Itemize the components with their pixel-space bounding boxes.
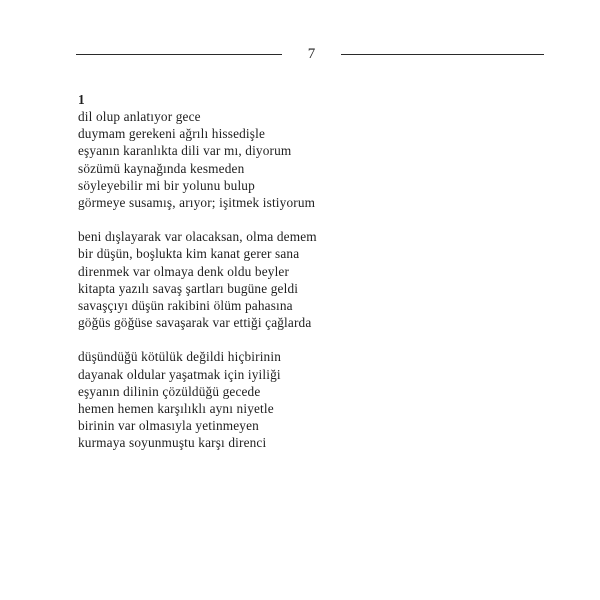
poem-line: birinin var olmasıyla yetinmeyen <box>78 418 259 434</box>
poem-line: hemen hemen karşılıklı aynı niyetle <box>78 401 274 417</box>
poem-line: sözümü kaynağında kesmeden <box>78 160 245 176</box>
poem-line: direnmek var olmaya denk oldu beyler <box>78 263 290 279</box>
poem-line: eşyanın dilinin çözüldüğü gecede <box>78 383 261 399</box>
poem-line: savaşçıyı düşün rakibini ölüm pahasına <box>78 298 293 314</box>
poem-line: kitapta yazılı savaş şartları bugüne geldi <box>78 280 299 296</box>
page-number: 7 <box>307 46 316 62</box>
poem-line: eşyanın karanlıkta dili var mı, diyorum <box>78 143 292 159</box>
poem-line: duymam gerekeni ağrılı hissedişle <box>78 126 265 142</box>
poem-line: kurmaya soyunmuştu karşı direnci <box>78 435 267 451</box>
poem-number: 1 <box>78 92 85 107</box>
stanza-3 <box>78 348 548 451</box>
poem-line: bir düşün, boşlukta kim kanat gerer sana <box>78 246 300 262</box>
header-rule-right <box>341 54 544 55</box>
poem-line: düşündüğü kötülük değildi hiçbirinin <box>78 349 281 365</box>
stanza-2 <box>78 228 548 331</box>
poem-line: söyleyebilir mi bir yolunu bulup <box>78 177 255 193</box>
poem-line: beni dışlayarak var olacaksan, olma demem <box>78 229 317 245</box>
poem-line: dil olup anlatıyor gece <box>78 109 201 124</box>
stanza-1 <box>78 108 548 211</box>
header-rule-left <box>76 54 282 55</box>
poem-line: görmeye susamış, arıyor; işitmek istiyorum <box>78 195 316 211</box>
poem-line: dayanak oldular yaşatmak için iyiliği <box>78 366 281 382</box>
poem <box>78 91 548 452</box>
poem-line: göğüs göğüse savaşarak var ettiği çağlarda <box>78 315 312 331</box>
